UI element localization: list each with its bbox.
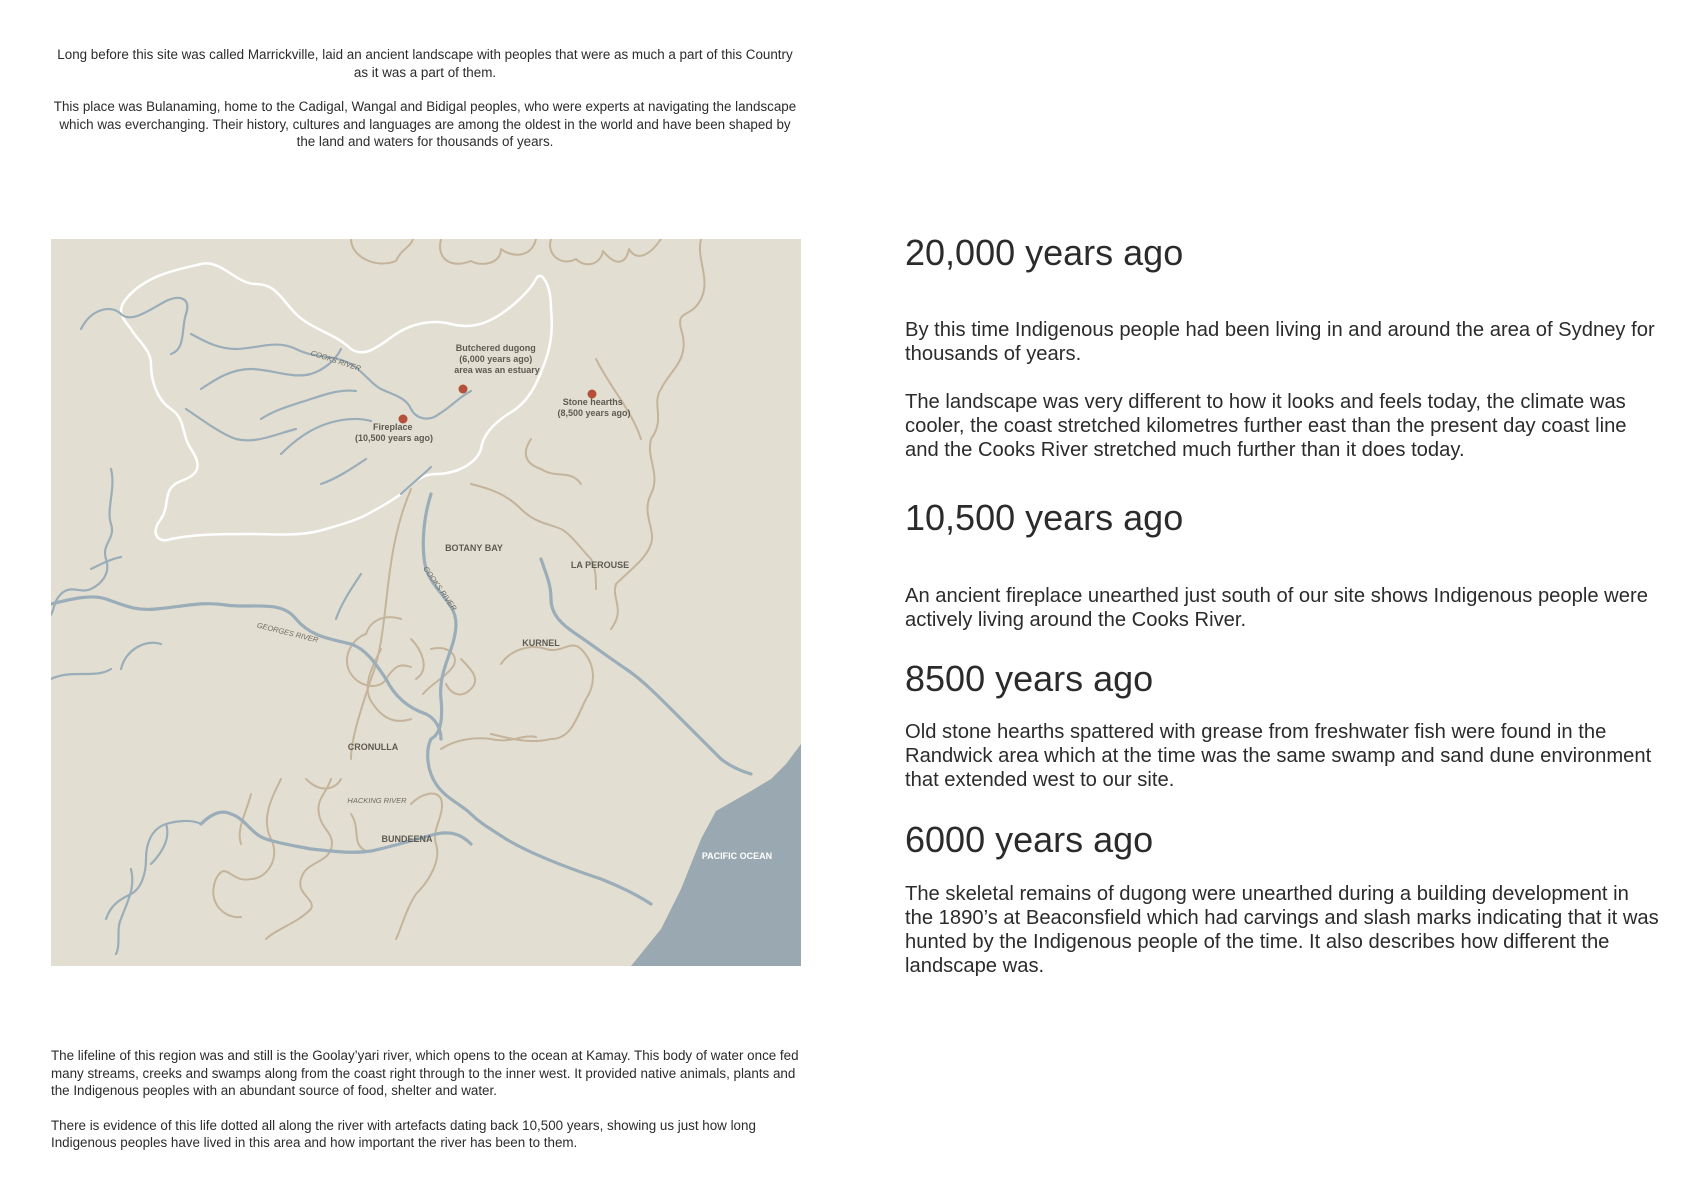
site-dugong-marker <box>459 385 468 394</box>
intro-text <box>50 46 800 168</box>
era-heading-20000: 20,000 years ago <box>905 232 1184 273</box>
label-bundeena: BUNDEENA <box>381 834 433 844</box>
era-heading-6000: 6000 years ago <box>905 819 1154 860</box>
historical-map <box>51 239 801 966</box>
label-pacific-ocean: PACIFIC OCEAN <box>701 851 773 861</box>
label-kurnel: KURNEL <box>522 638 560 648</box>
dugong-label-line-1: Butchered dugong <box>455 343 536 353</box>
map-land <box>51 239 801 966</box>
label-cronulla: CRONULLA <box>347 742 399 752</box>
dugong-label-line-2: (6,000 years ago) <box>459 354 533 364</box>
intro-paragraph-1: Long before this site was called Marrickville, laid an ancient landscape with peoples that were as much a part of this Country as it was a part of them. <box>57 47 793 80</box>
era-20000-paragraph-1: By this time Indigenous people had been living in and around the area of Sydney for thousands of years. <box>905 319 1655 365</box>
outro-paragraph-1: The lifeline of this region was and still is the Goolay’yari river, which opens to the ocean at Kamay. This body of water once fed many streams, creeks and swamps along from the coast right through to the inner west. It provided native animals, plants and the Indigenous peoples with an abundant source of food, shelter and water. <box>51 1048 799 1098</box>
era-heading-8500: 8500 years ago <box>905 658 1154 699</box>
intro-paragraph-2: This place was Bulanaming, home to the Cadigal, Wangal and Bidigal peoples, who were experts at navigating the landscape which was everchanging. Their history, cultures and languages are among the oldest in the world and have been shaped by the land and waters for thousands of years. <box>53 99 797 149</box>
era-6000-paragraph-1: The skeletal remains of dugong were unearthed during a building development in the 1890’s at Beaconsfield which had carvings and slash marks indicating that it was hunted by the Indigenous people of the time. It also describes how different the landscape was. <box>905 883 1659 977</box>
era-20000-paragraph-2: The landscape was very different to how it looks and feels today, the climate was cooler, the coast stretched kilometres further east than the present day coast line and the Cooks River stretched much further than it does today. <box>905 391 1627 461</box>
label-hacking-river: HACKING RIVER <box>347 796 407 805</box>
fireplace-label-line-1: Fireplace <box>372 422 413 432</box>
hearths-label-line-1: Stone hearths <box>562 397 623 407</box>
dugong-label <box>454 343 540 375</box>
hearths-label <box>557 397 630 418</box>
label-georges-river: GEORGES RIVER <box>255 620 320 645</box>
era-8500-paragraph-1: Old stone hearths spattered with grease from freshwater fish were found in the Randwick area which at the time was the same swamp and sand dune environment that extended west to our site. <box>905 721 1652 791</box>
label-cooks-river-south: COOKS RIVER <box>421 564 459 613</box>
outro-paragraph-2: There is evidence of this life dotted all along the river with artefacts dating back 10,500 years, showing us just how long Indigenous peoples have lived in this area and how important the river has been to them. <box>51 1117 756 1150</box>
outro-text <box>51 1047 801 1169</box>
map-svg <box>51 239 801 966</box>
era-10500-paragraph-1: An ancient fireplace unearthed just south of our site shows Indigenous people were actively living around the Cooks River. <box>905 585 1648 631</box>
era-heading-10500: 10,500 years ago <box>905 497 1184 538</box>
hearths-label-line-2: (8,500 years ago) <box>557 408 631 418</box>
fireplace-label-line-2: (10,500 years ago) <box>354 433 434 443</box>
label-la-perouse: LA PEROUSE <box>570 560 630 570</box>
dugong-label-line-3: area was an estuary <box>454 365 540 375</box>
label-botany-bay: BOTANY BAY <box>445 543 503 553</box>
label-cooks-river-north: COOKS RIVER <box>309 348 362 373</box>
